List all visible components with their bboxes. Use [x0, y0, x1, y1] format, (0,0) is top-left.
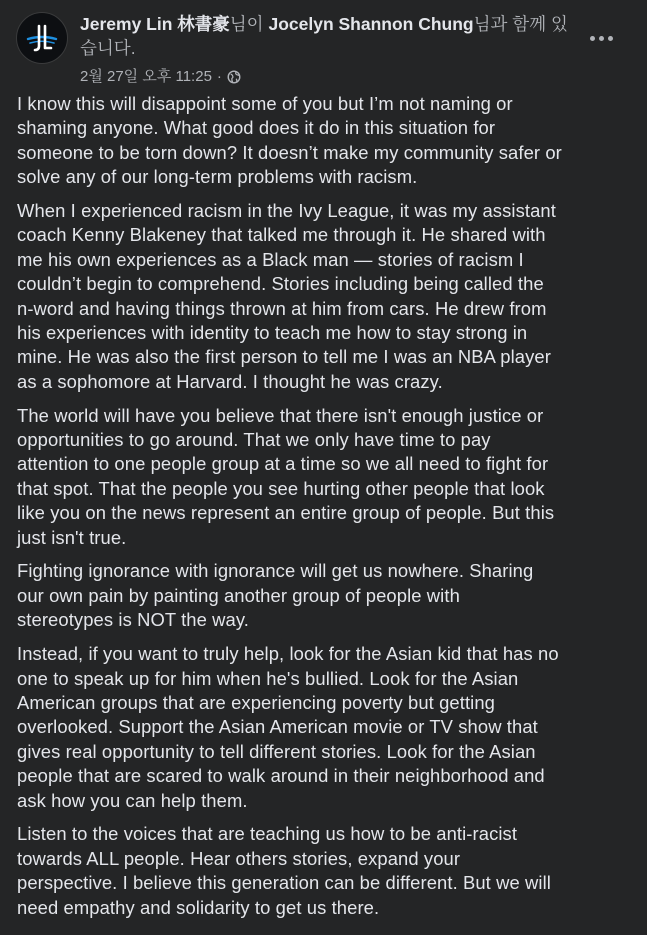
post-paragraph-1: I know this will disappoint some of you but I’m not naming or shaming anyone. What good does it do in this situation for someone to be torn down? It doesn’t make my community safer or solve any of our long-term problems with racism.: [17, 93, 562, 188]
author-name[interactable]: Jeremy Lin 林書豪: [80, 14, 230, 34]
post-timestamp[interactable]: 2월 27일 오후 11:25: [80, 68, 212, 85]
more-options-icon: [590, 36, 613, 41]
post-paragraph-2: When I experienced racism in the Ivy League, it was my assistant coach Kenny Blakeney that talked me through it. He shared with me his own experiences as a Black man — stories of racism I couldn’t begin to comprehend. Stories including being called the n-word and having things thrown at him from cars. He drew from his experiences with identity to teach me how to stay strong in mine. He was also the first person to tell me I was an NBA player as a sophomore at Harvard. I thought he was crazy.: [17, 200, 556, 392]
post-paragraph-4: Fighting ignorance with ignorance will get us nowhere. Sharing our own pain by painting another group of people with stereotypes is NOT the way.: [17, 560, 534, 631]
globe-icon[interactable]: [227, 70, 241, 84]
meta-separator: ·: [216, 68, 222, 85]
post-header: [16, 8, 631, 88]
author-avatar[interactable]: [16, 12, 68, 64]
author-line: [80, 12, 580, 60]
with-particle: 님이: [229, 14, 269, 34]
more-options-button[interactable]: [583, 20, 619, 56]
post-body: [17, 92, 632, 929]
with-suffix: 님과 함께 있습니다.: [80, 14, 568, 58]
jl-logo-icon: [22, 18, 62, 58]
post-meta: [80, 67, 241, 87]
post-paragraph-6: Listen to the voices that are teaching us how to be anti-racist towards ALL people. Hear others stories, expand your perspective. I believe this generation can be different. But we will need empathy and solidarity to get us there.: [17, 823, 551, 918]
post-paragraph-5: Instead, if you want to truly help, look for the Asian kid that has no one to speak up for him when he's bullied. Look for the Asian American groups that are experiencing poverty but getting overlooked. Support the Asian American movie or TV show that gives real opportunity to tell different stories. Look for the Asian people that are scared to walk around in their neighborhood and ask how you can help them.: [17, 643, 559, 811]
post-paragraph-3: The world will have you believe that there isn't enough justice or opportunities to go around. That we only have time to pay attention to one people group at a time so we all need to fight for that spot. That the people you see hurting other people that look like you on the news represent an entire group of people. But this just isn't true.: [17, 404, 555, 548]
tagged-person-name[interactable]: Jocelyn Shannon Chung: [268, 14, 474, 34]
